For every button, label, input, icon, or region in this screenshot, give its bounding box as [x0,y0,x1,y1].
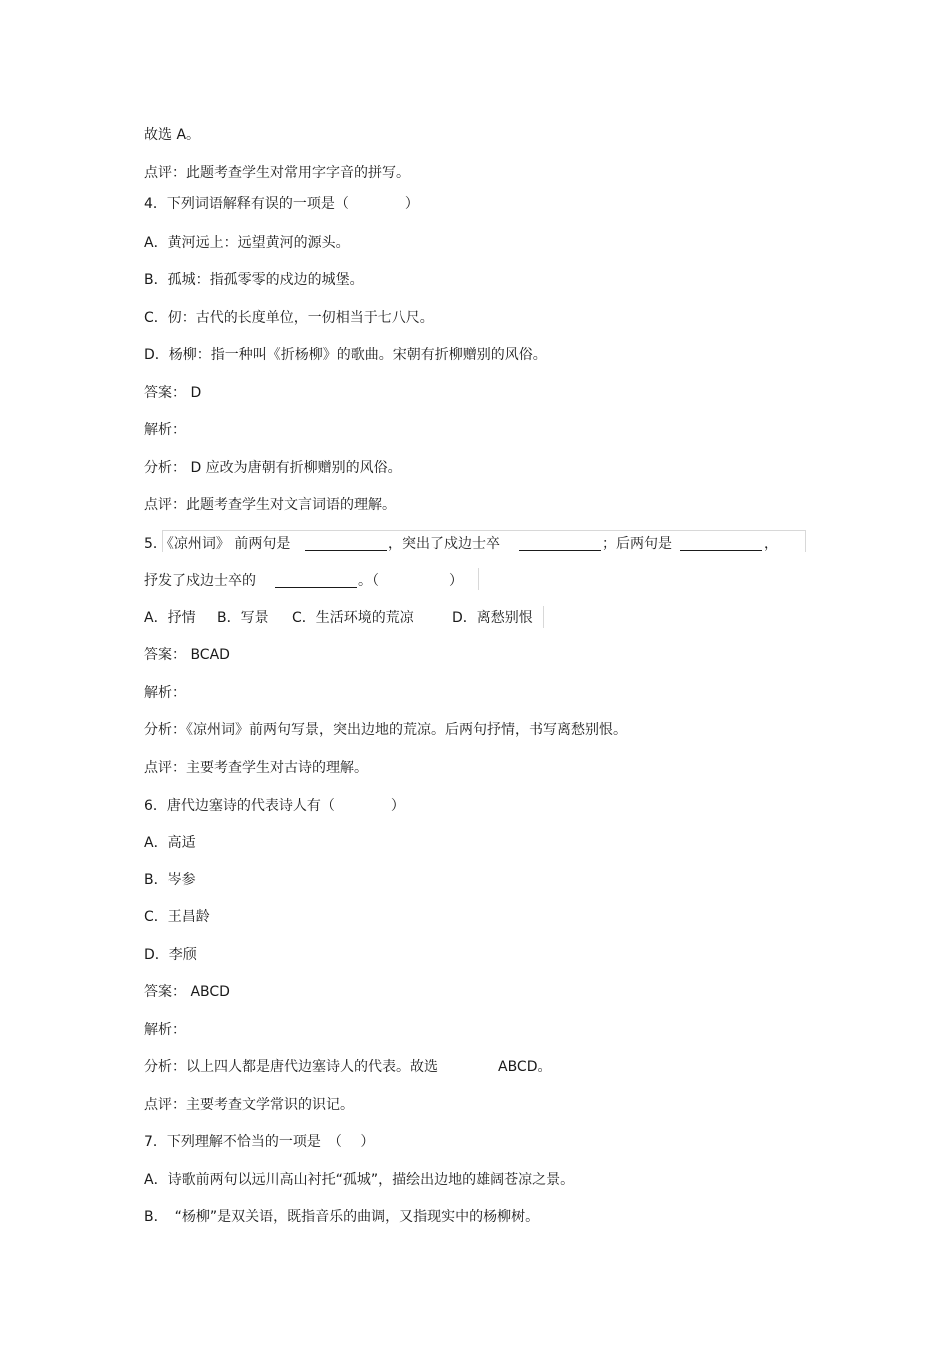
question-4-option-b: B．孤城：指孤零零的戍边的城堡。 [144,272,364,288]
table-border-mid [478,568,479,590]
conclusion-text: 故选 A。 [144,127,201,143]
question-7-option-a: A．诗歌前两句以远川高山衬托“孤城”，描绘出边地的雄阔苍凉之景。 [144,1172,575,1188]
fill-blank-1[interactable] [305,536,387,551]
question-5-option-c: C．生活环境的荒凉 [292,610,414,626]
question-4-comment: 点评：此题考查学生对文言词语的理解。 [144,497,396,513]
question-6-answer: 答案： ABCD [144,984,230,1000]
table-border-short [543,606,544,628]
question-6-option-d: D．李颀 [144,947,197,963]
table-border-right [805,530,806,552]
question-4-answer: 答案： D [144,385,202,401]
question-6-analysis-label: 解析： [144,1022,186,1038]
comment-text: 点评：此题考查学生对常用字字音的拼写。 [144,165,410,181]
question-5-option-b: B．写景 [217,610,269,626]
fill-blank-4[interactable] [275,573,357,588]
question-4-option-a: A．黄河远上：远望黄河的源头。 [144,235,350,251]
question-5-stem-part2: ，突出了戍边士卒 [388,536,500,552]
table-border-top [162,530,806,531]
question-6-option-b: B．岑参 [144,872,196,888]
question-6-stem: 6．唐代边塞诗的代表诗人有（ ） [144,798,405,814]
question-4-stem: 4．下列词语解释有误的一项是（ ） [144,196,419,212]
question-5-stem-part3: ；后两句是 [602,536,672,552]
question-5-stem-part4: ， [764,536,778,552]
question-4-option-c: C．仞：古代的长度单位，一仞相当于七八尺。 [144,310,434,326]
question-5-option-a: A．抒情 [144,610,196,626]
question-5-answer: 答案： BCAD [144,647,230,663]
question-4-analysis: 分析： D 应改为唐朝有折柳赠别的风俗。 [144,460,402,476]
question-6-analysis-text: 分析：以上四人都是唐代边塞诗人的代表。故选 [144,1059,438,1075]
question-4-analysis-label: 解析： [144,422,186,438]
question-6-option-c: C．王昌龄 [144,909,210,925]
fill-blank-2[interactable] [519,536,601,551]
question-5-stem-part1: 5．《凉州词》 前两句是 [144,536,291,552]
question-5-comment: 点评：主要考查学生对古诗的理解。 [144,760,368,776]
question-5-stem-part6: 。（ ） [358,573,463,589]
question-6-comment: 点评：主要考查文学常识的识记。 [144,1097,354,1113]
question-7-stem: 7．下列理解不恰当的一项是 （ ） [144,1134,375,1150]
question-4-option-d: D．杨柳：指一种叫《折杨柳》的歌曲。宋朝有折柳赠别的风俗。 [144,347,547,363]
question-6-option-a: A．高适 [144,835,196,851]
question-6-analysis-answer: ABCD。 [498,1059,552,1075]
question-5-option-d: D．离愁别恨 [452,610,533,626]
fill-blank-3[interactable] [680,536,762,551]
question-5-stem-part5: 抒发了戍边士卒的 [144,573,256,589]
question-5-analysis: 分析：《凉州词》前两句写景，突出边地的荒凉。后两句抒情，书写离愁别恨。 [144,722,627,738]
question-5-analysis-label: 解析： [144,685,186,701]
question-7-option-b: B． “杨柳”是双关语，既指音乐的曲调，又指现实中的杨柳树。 [144,1209,540,1225]
